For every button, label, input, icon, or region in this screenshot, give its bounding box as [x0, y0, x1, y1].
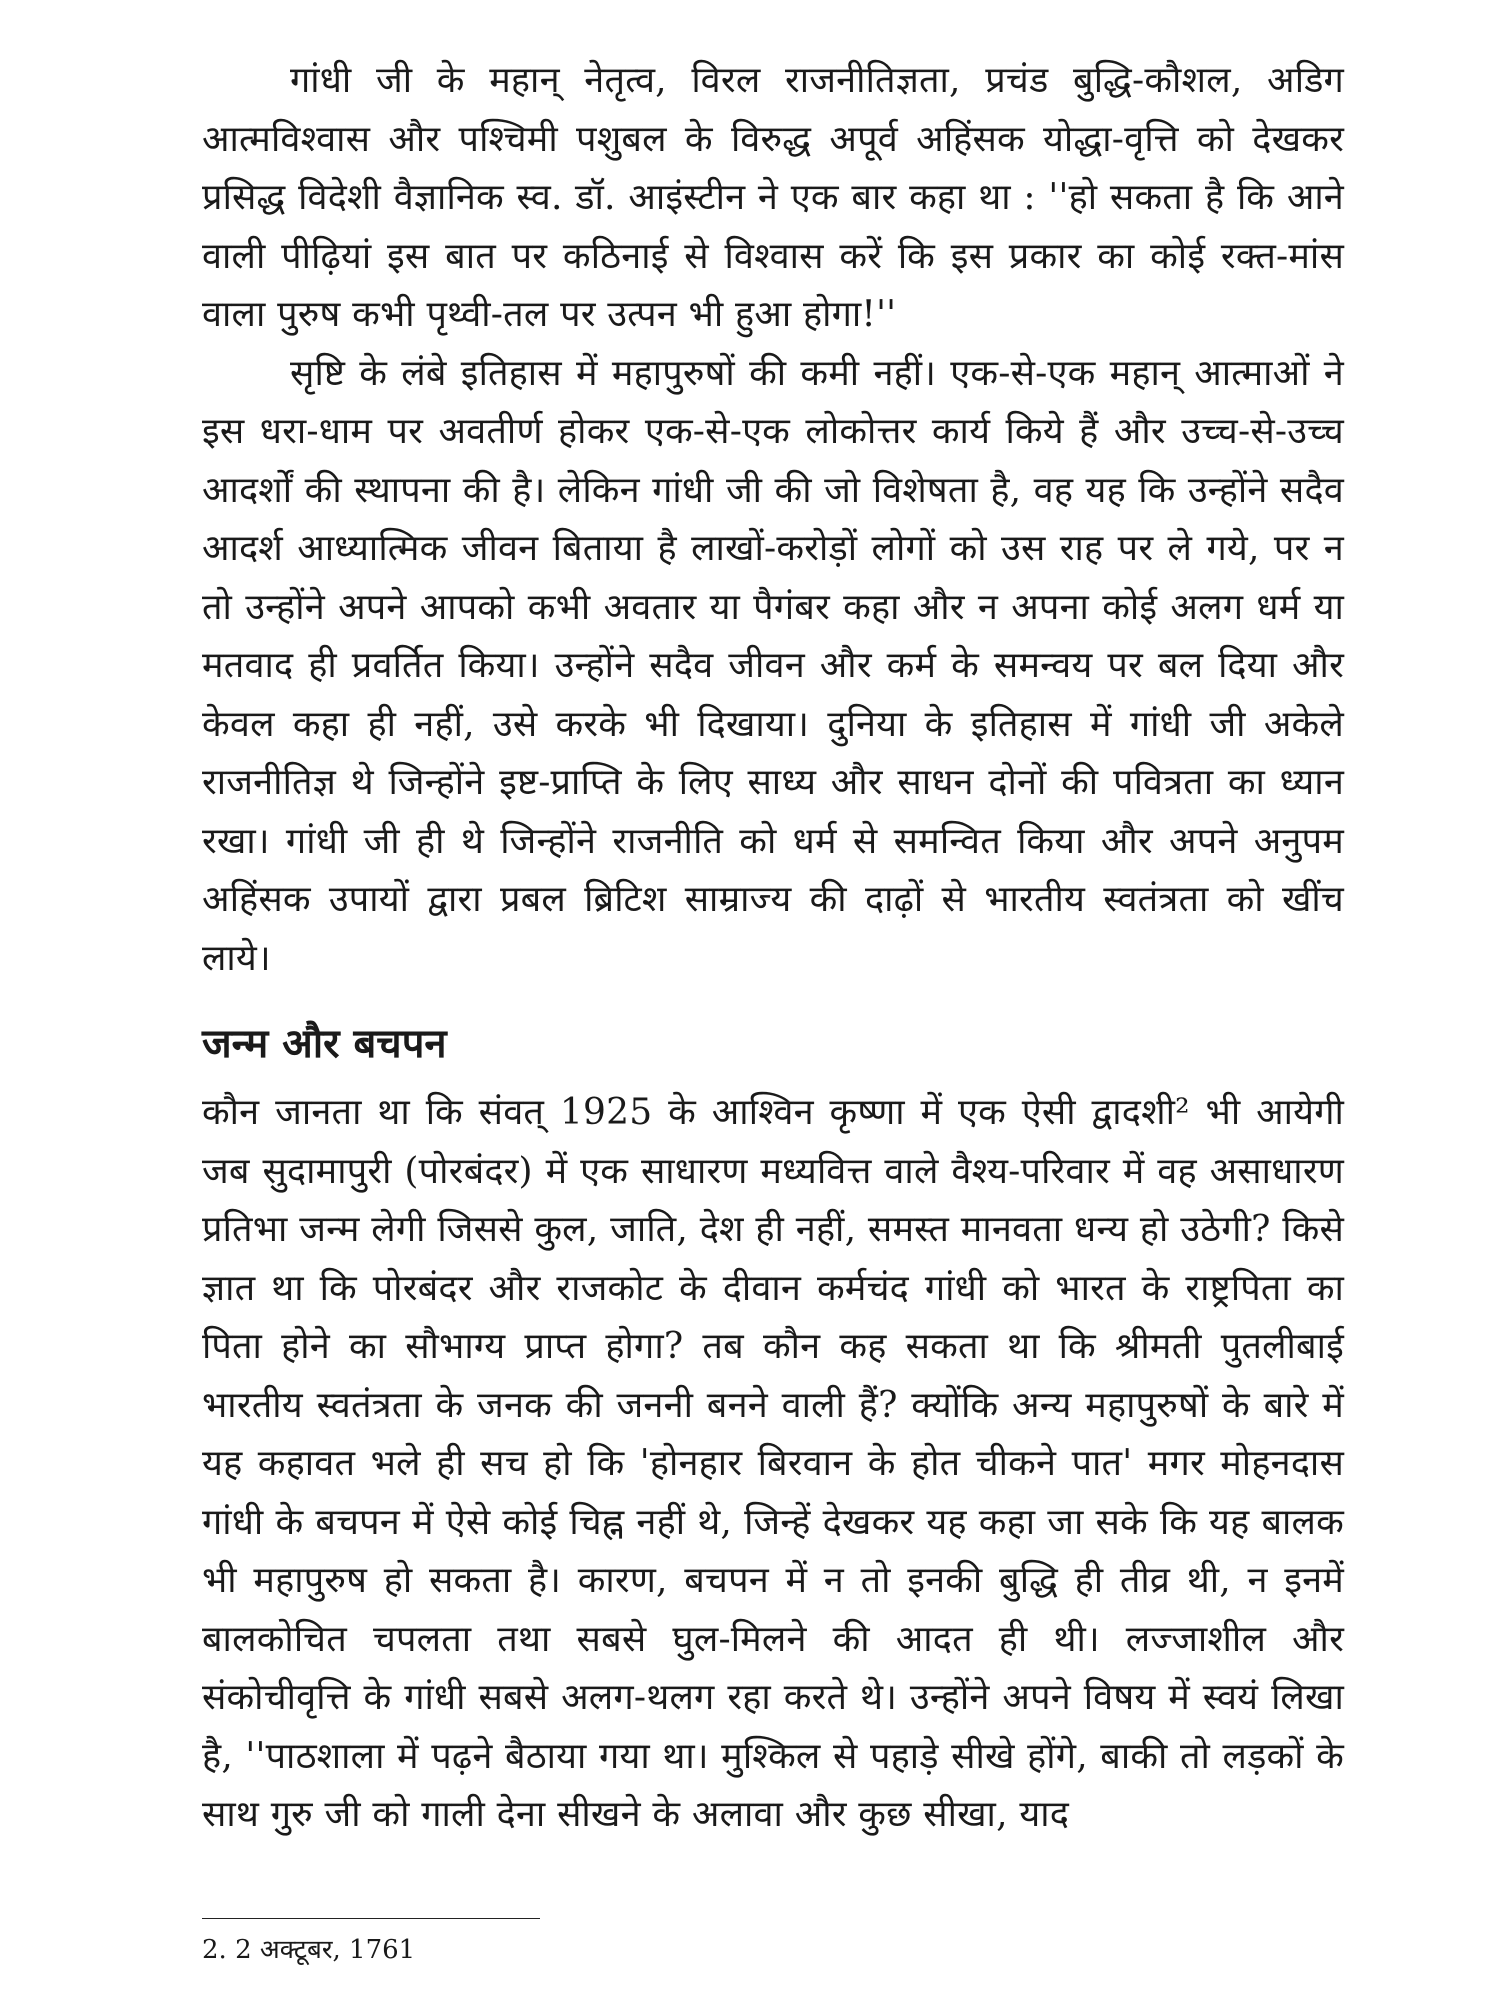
footnote: 2. 2 अक्टूबर, 1761	[202, 1935, 416, 1965]
page-body	[202, 52, 1344, 1845]
paragraph-einstein-quote: गांधी जी के महान् नेतृत्व, विरल राजनीतिज्ञता, प्रचंड बुद्धि-कौशल, अडिग आत्मविश्वास और पश्चिमी पशुबल के विरुद्ध अपूर्व अहिंसक योद्धा-वृत्ति को देखकर प्रसिद्ध विदेशी वैज्ञानिक स्व. डॉ. आइंस्टीन ने एक बार कहा था : ''हो सकता है कि आने वाली पीढ़ियां इस बात पर कठिनाई से विश्वास करें कि इस प्रकार का कोई रक्त-मांस वाला पुरुष कभी पृथ्वी-तल पर उत्पन भी हुआ होगा!''	[202, 60, 1344, 335]
footnote-divider	[202, 1918, 540, 1919]
paragraph-great-souls: सृष्टि के लंबे इतिहास में महापुरुषों की कमी नहीं। एक-से-एक महान् आत्माओं ने इस धरा-धाम पर अवतीर्ण होकर एक-से-एक लोकोत्तर कार्य किये हैं और उच्च-से-उच्च आदर्शों की स्थापना की है। लेकिन गांधी जी की जो विशेषता है, वह यह कि उन्होंने सदैव आदर्श आध्यात्मिक जीवन बिताया है लाखों-करोड़ों लोगों को उस राह पर ले गये, पर न तो उन्होंने अपने आपको कभी अवतार या पैगंबर कहा और न अपना कोई अलग धर्म या मतवाद ही प्रवर्तित किया। उन्होंने सदैव जीवन और कर्म के समन्वय पर बल दिया और केवल कहा ही नहीं, उसे करके भी दिखाया। दुनिया के इतिहास में गांधी जी अकेले राजनीतिज्ञ थे जिन्होंने इष्ट-प्राप्ति के लिए साध्य और साधन दोनों की पवित्रता का ध्यान रखा। गांधी जी ही थे जिन्होंने राजनीति को धर्म से समन्वित किया और अपने अनुपम अहिंसक उपायों द्वारा प्रबल ब्रिटिश साम्राज्य की दाढ़ों से भारतीय स्वतंत्रता को खींच लाये।	[202, 352, 1344, 979]
paragraph-birth-childhood: कौन जानता था कि संवत् 1925 के आश्विन कृष्णा में एक ऐसी द्वादशी² भी आयेगी जब सुदामापुरी (पोरबंदर) में एक साधारण मध्यवित्त वाले वैश्य-परिवार में वह असाधारण प्रतिभा जन्म लेगी जिससे कुल, जाति, देश ही नहीं, समस्त मानवता धन्य हो उठेगी? किसे ज्ञात था कि पोरबंदर और राजकोट के दीवान कर्मचंद गांधी को भारत के राष्ट्रपिता का पिता होने का सौभाग्य प्राप्त होगा? तब कौन कह सकता था कि श्रीमती पुतलीबाई भारतीय स्वतंत्रता के जनक की जननी बनने वाली हैं? क्योंकि अन्य महापुरुषों के बारे में यह कहावत भले ही सच हो कि 'होनहार बिरवान के होत चीकने पात' मगर मोहनदास गांधी के बचपन में ऐसे कोई चिह्न नहीं थे, जिन्हें देखकर यह कहा जा सके कि यह बालक भी महापुरुष हो सकता है। कारण, बचपन में न तो इनकी बुद्धि ही तीव्र थी, न इनमें बालकोचित चपलता तथा सबसे घुल-मिलने की आदत ही थी। लज्जाशील और संकोचीवृत्ति के गांधी सबसे अलग-थलग रहा करते थे। उन्होंने अपने विषय में स्वयं लिखा है, ''पाठशाला में पढ़ने बैठाया गया था। मुश्किल से पहाड़े सीखे होंगे, बाकी तो लड़कों के साथ गुरु जी को गाली देना सीखने के अलावा और कुछ सीखा, याद	[202, 1092, 1344, 1835]
section-heading: जन्म और बचपन	[202, 1020, 447, 1067]
